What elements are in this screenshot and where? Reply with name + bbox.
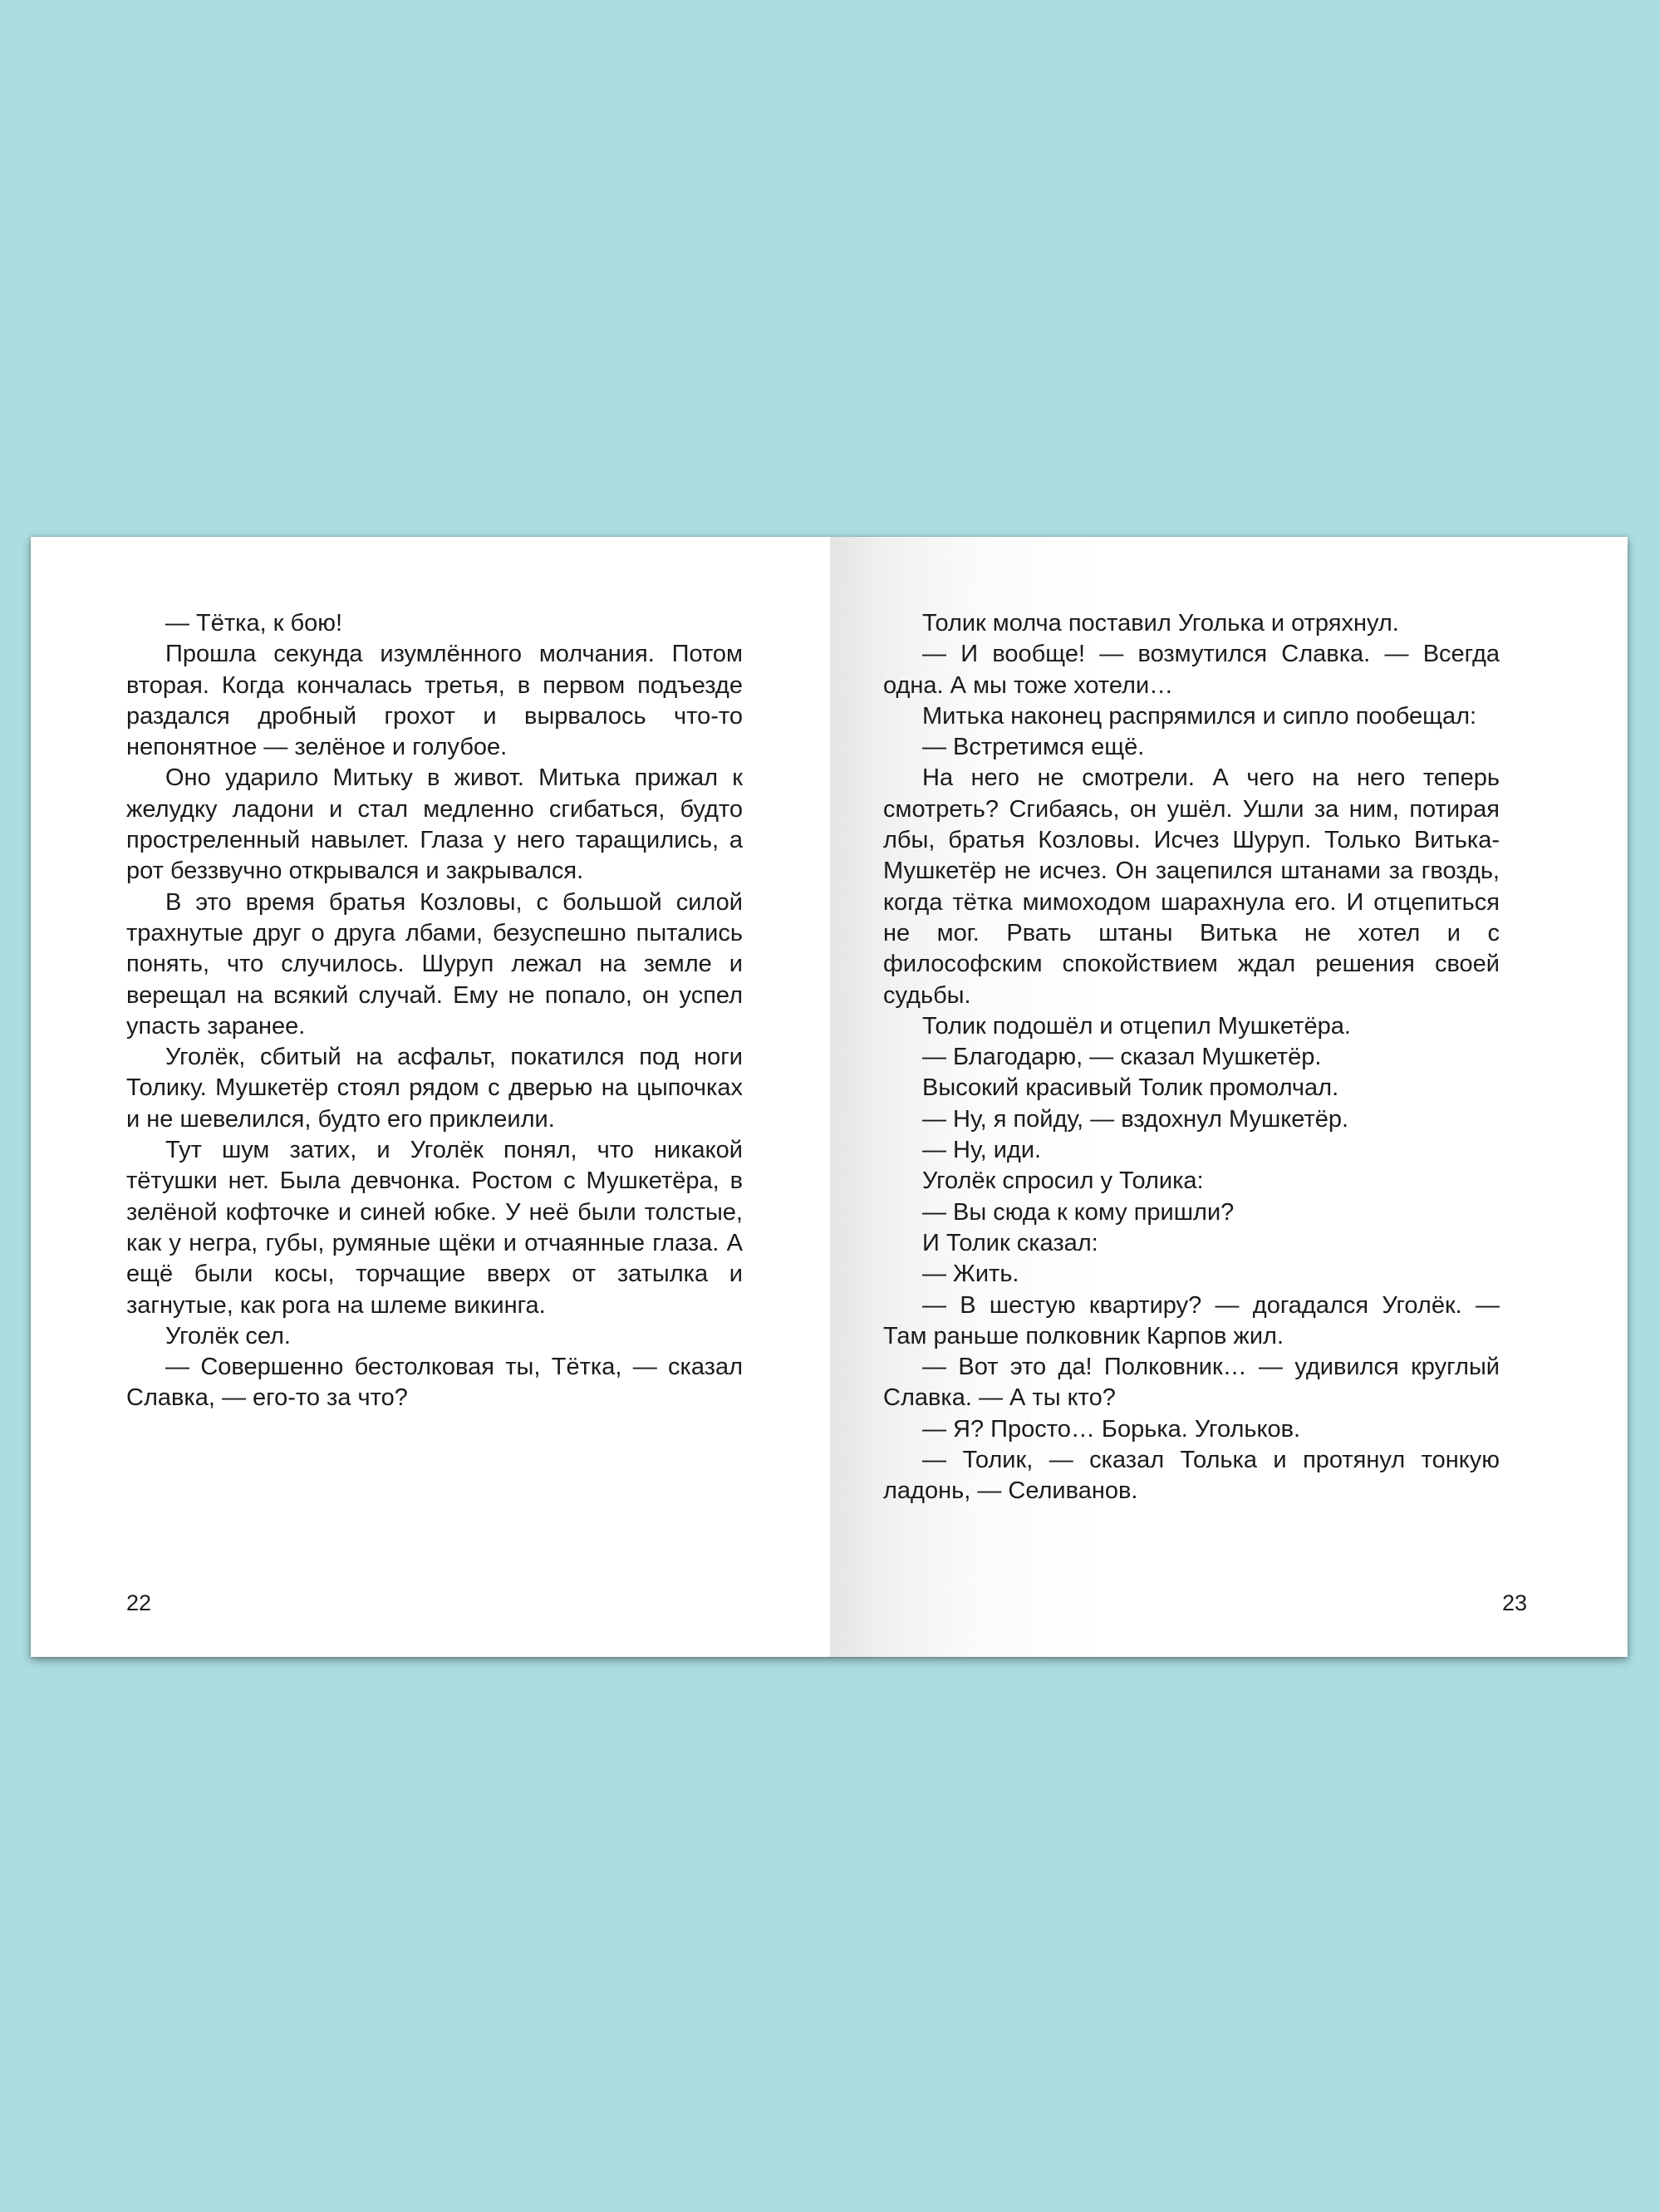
paragraph: Оно ударило Митьку в живот. Митька прижал к желудку ладони и стал медленно сгибаться, будто простреленный навылет. Глаза у него таращились, а рот беззвучно открывался и закрывался. xyxy=(126,764,743,885)
paragraph: — Благодарю, — сказал Мушкетёр. xyxy=(922,1044,1322,1071)
paragraph: — Ну, иди. xyxy=(922,1137,1042,1164)
right-page xyxy=(830,537,1628,1657)
paragraph: Толик подошёл и отцепил Мушкетёра. xyxy=(922,1012,1351,1040)
paragraph: Уголёк сел. xyxy=(165,1322,291,1349)
paragraph: Тут шум затих, и Уголёк понял, что никакой тётушки нет. Была девчонка. Ростом с Мушкетёра, в зелёной кофточке и синей юбке. У неё были толстые, как у негра, губы, румяные щёки и отчаянные глаза. А ещё были косы, торчащие вверх от затылка и загнутые, как рога на шлеме викинга. xyxy=(126,1137,743,1319)
book-spread xyxy=(31,537,1628,1657)
paragraph: — Ну, я пойду, — вздохнул Мушкетёр. xyxy=(922,1105,1349,1133)
paragraph: Толик молча поставил Уголька и отряхнул. xyxy=(922,610,1399,637)
paragraph: — Тётка, к бою! xyxy=(165,610,343,637)
paragraph: Уголёк, сбитый на асфальт, покатился под ноги Толику. Мушкетёр стоял рядом с дверью на цыпочках и не шевелился, будто его приклеили. xyxy=(126,1044,743,1133)
paragraph: — Вы сюда к кому пришли? xyxy=(922,1198,1235,1226)
paragraph: — Встретимся ещё. xyxy=(922,734,1145,761)
paragraph: — Жить. xyxy=(922,1261,1019,1288)
paragraph: — В шестую квартиру? — догадался Уголёк. — Там раньше полковник Карпов жил. xyxy=(883,1291,1500,1349)
page-number-right: 23 xyxy=(1501,1590,1527,1615)
paragraph: — Вот это да! Полковник… — удивился круглый Славка. — А ты кто? xyxy=(883,1354,1500,1412)
page-number-left: 22 xyxy=(126,1590,152,1615)
left-page xyxy=(31,537,830,1657)
left-page-text xyxy=(126,608,743,1414)
paragraph: — И вообще! — возмутился Славка. — Всегда одна. А мы тоже хотели… xyxy=(883,641,1500,699)
paragraph: И Толик сказал: xyxy=(922,1229,1098,1256)
right-page-text xyxy=(883,608,1500,1507)
paragraph: — Толик, — сказал Толька и протянул тонкую ладонь, — Селиванов. xyxy=(883,1447,1500,1505)
paragraph: — Я? Просто… Борька. Угольков. xyxy=(922,1415,1301,1443)
paragraph: Прошла секунда изумлённого молчания. Потом вторая. Когда кончалась третья, в первом подъезде раздался дробный грохот и вырвалось что-то непонятное — зелёное и голубое. xyxy=(126,641,743,761)
paragraph: Уголёк спросил у Толика: xyxy=(922,1167,1204,1195)
paragraph: Высокий красивый Толик промолчал. xyxy=(922,1074,1339,1102)
paragraph: В это время братья Козловы, с большой силой трахнутые друг о друга лбами, безуспешно пытались понять, что случилось. Шуруп лежал на земле и верещал на всякий случай. Ему не попало, он успел упасть заранее. xyxy=(126,888,743,1040)
paragraph: На него не смотрели. А чего на него теперь смотреть? Сгибаясь, он ушёл. Ушли за ним, потирая лбы, братья Козловы. Исчез Шуруп. Только Витька-Мушкетёр не исчез. Он зацепился штанами за гвоздь, когда тётка мимоходом шарахнула его. И отцепиться не мог. Рвать штаны Витька не хотел и с философским спокойствием ждал решения своей судьбы. xyxy=(883,764,1500,1009)
paragraph: Митька наконец распрямился и сипло пообещал: xyxy=(922,702,1477,730)
paragraph: — Совершенно бестолковая ты, Тётка, — сказал Славка, — его-то за что? xyxy=(126,1354,743,1412)
